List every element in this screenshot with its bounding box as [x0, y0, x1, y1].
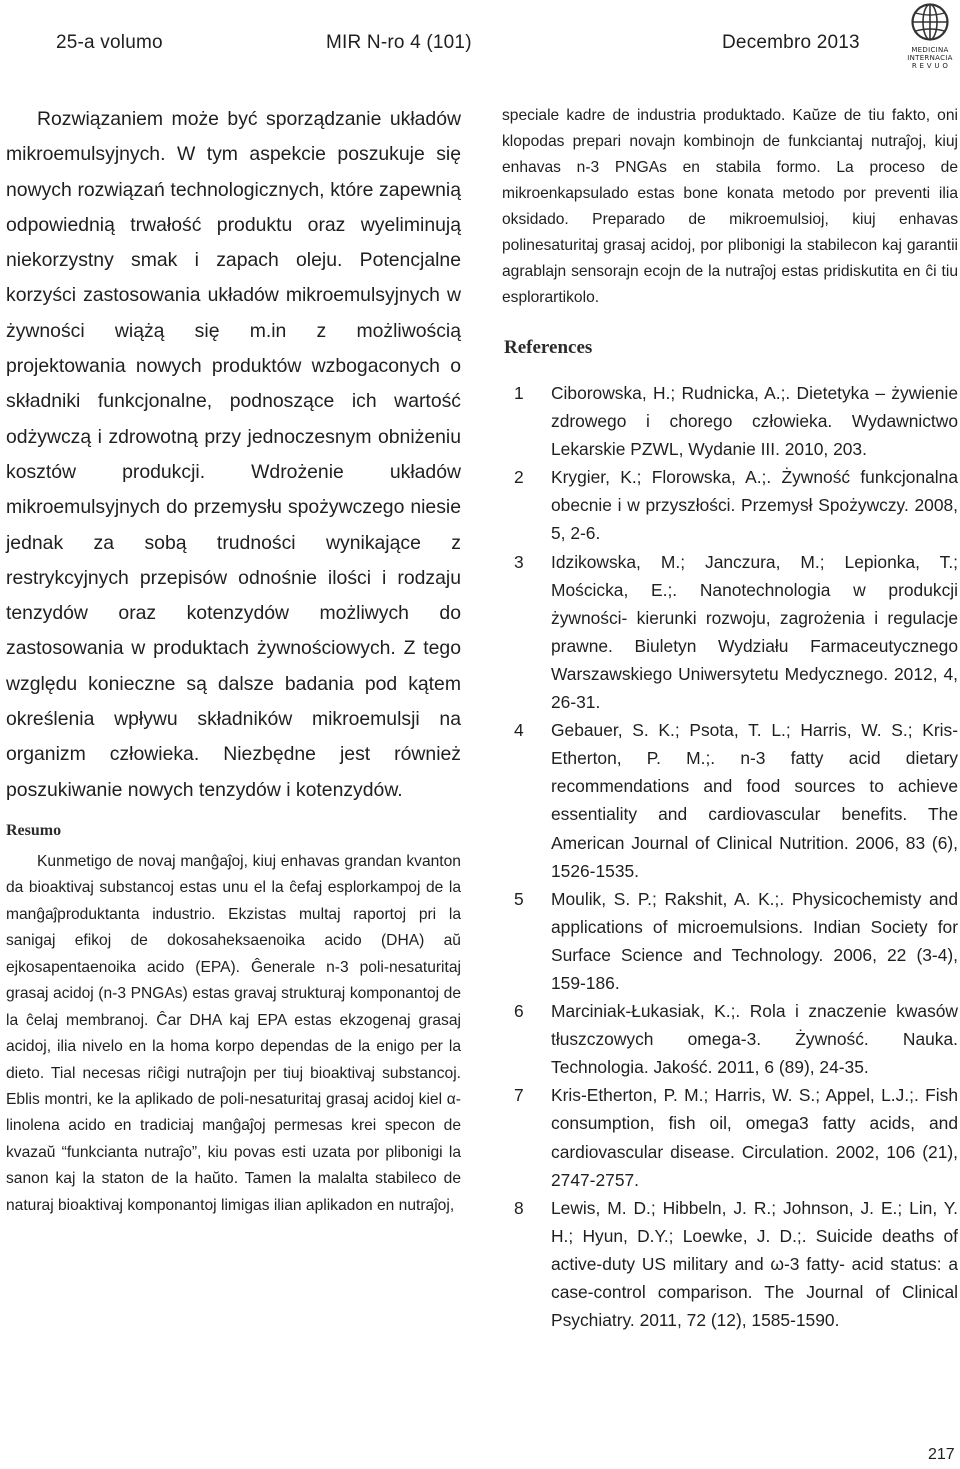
reference-item	[502, 1194, 958, 1334]
reference-number: 8	[514, 1197, 524, 1218]
reference-item	[502, 885, 958, 997]
resumo-heading: Resumo	[6, 821, 62, 839]
journal-logo	[902, 2, 958, 76]
reference-text: Lewis, M. D.; Hibbeln, J. R.; Johnson, J. E.; Lin, Y. H.; Hyun, D.Y.; Loewke, J. D.;. Suicide deaths of active-duty US military and ω-3 fatty- acid status: a case-control comparison. The Journal of Clinical Psychiatry. 2011, 72 (12), 1585-1590.	[551, 1197, 958, 1331]
reference-text: Marciniak-Łukasiak, K.;. Rola i znaczenie kwasów tłuszczowych omega-3. Żywność. Nauka. Technologia. Jakość. 2011, 6 (89), 24-35.	[551, 1001, 958, 1078]
reference-item	[502, 548, 958, 717]
reference-number: 3	[514, 551, 524, 572]
reference-text: Ciborowska, H.; Rudnicka, A.;. Dietetyka – żywienie zdrowego i chorego człowieka. Wydawnictwo Lekarskie PZWL, Wydanie III. 2010, 203.	[551, 383, 958, 460]
references-list	[502, 379, 958, 1334]
reference-item	[502, 997, 958, 1081]
reference-text: Gebauer, S. K.; Psota, T. L.; Harris, W. S.; Kris-Etherton, P. M.;. n-3 fatty acid dietary recommendations and food sources to achieve essentiality and cardiovascular benefits. The American Journal of Clinical Nutrition. 2006, 83 (6), 1526-1535.	[551, 720, 958, 881]
reference-number: 5	[514, 888, 524, 909]
reference-number: 7	[514, 1085, 524, 1106]
resumo-paragraph-text: Kunmetigo de novaj manĝaĵoj, kiuj enhavas grandan kvanton da bioaktivaj substancoj estas unu el la ĉefaj esplorkampoj de la manĝaĵproduktanta industrio. Ekzistas multaj raportoj pri la sanigaj efikoj de dokosaheksaenoika acido (DHA) aŭ ejkosapentaenoika acido (EPA). Ĝenerale n-3 poli-nesaturitaj grasaj acidoj (n-3 PNGAs) estas gravaj strukturaj komponantoj de la ĉelaj membranoj. Ĉar DHA kaj EPA estas ekzogenaj grasaj acidoj, ilia nivelo en la homa korpo dependas de la enigo per la dieto. Tial necesas riĉigi nutraĵojn per tiuj bioaktivaj substancoj. Eblis montri, ke la aplikado de poli-nesaturitaj grasaj acidoj kiel α-linolena acido en tradiciaj manĝaĵoj permesas krei specon de kvazaŭ “funkcianta nutraĵo”, kiu povas esti uzata por plibonigi la sanon kaj la staton de la haŭto. Tamen la malalta stabileco de naturaj bioaktivaj komponantoj limigas ilian aplikadon en nutraĵoj,	[6, 852, 461, 1214]
reference-item	[502, 1081, 958, 1193]
polish-paragraph-text: Rozwiązaniem może być sporządzanie układów mikroemulsyjnych. W tym aspekcie poszukuje się nowych rozwiązań technologicznych, które zapewnią odpowiednią trwałość produktu oraz wyeliminują niekorzystny smak i zapach oleju. Potencjalne korzyści zastosowania układów mikroemulsyjnych w żywności wiążą się m.in z możliwością projektowania nowych produktów wzbogaconych o składniki funkcjonalne, podnoszące ich wartość odżywczą i zdrowotną przy jednoczesnym obniżeniu kosztów produkcji. Wdrożenie układów mikroemulsyjnych do przemysłu spożywczego niesie jednak za sobą trudności wynikające z restrykcyjnych przepisów odnośnie ilości i rodzaju tenzydów oraz kotenzydów możliwych do zastosowania w produktach żywnościowych. Z tego względu konieczne są dalsze badania pod kątem określenia wpływu składników mikroemulsji na organizm człowieka. Niezbędne jest również poszukiwanie nowych tenzydów i kotenzydów.	[6, 108, 461, 801]
reference-number: 4	[514, 720, 524, 741]
references-heading: References	[504, 337, 593, 358]
left-column	[6, 102, 461, 1219]
logo-line-1: MEDICINA	[911, 46, 949, 54]
resumo-continued-paragraph: speciale kadre de industria produktado. Kaŭze de tiu fakto, oni klopodas prepari novajn kombinojn de funkciantaj nutraĵoj, kiuj enhavas n-3 PNGAs en stabila formo. La proceso de mikroenkapsulado estas bone konata metodo por preventi ilia oksidado. Preparado de mikroemulsioj, kiuj enhavas polinesaturitaj grasaj acidoj, por plibonigi la stabilecon kaj garantii agrablajn sensorajn ecojn de la nutraĵoj estas pridiskutita en ĉi tiu esplorartikolo.	[502, 107, 958, 306]
header-volume: 25-a volumo	[56, 32, 163, 53]
right-column	[502, 103, 958, 1334]
reference-text: Moulik, S. P.; Rakshit, A. K.;. Physicochemisty and applications of microemulsions. Indian Society for Surface Science and Technology. 2006, 22 (3-4), 159-186.	[551, 888, 958, 993]
reference-text: Idzikowska, M.; Janczura, M.; Lepionka, T.; Mościcka, E.;. Nanotechnologia w produkcji żywności- kierunki rozwoju, zagrożenia i regulacje prawne. Biuletyn Wydziału Farmaceutycznego Warszawskiego Uniwersytetu Medycznego. 2012, 4, 26-31.	[551, 551, 958, 713]
reference-text: Kris-Etherton, P. M.; Harris, W. S.; Appel, L.J.;. Fish consumption, fish oil, omega3 fatty acids, and cardiovascular disease. Circulation. 2002, 106 (21), 2747-2757.	[551, 1085, 958, 1190]
reference-item	[502, 379, 958, 463]
reference-number: 1	[514, 383, 524, 403]
page-number: 217	[928, 1446, 955, 1463]
polish-paragraph	[6, 102, 461, 808]
logo-line-2: INTERNACIA	[907, 54, 953, 62]
resumo-paragraph	[6, 849, 461, 1219]
reference-number: 6	[514, 1001, 524, 1022]
logo-line-3: R E V U O	[911, 62, 949, 70]
globe-icon	[910, 2, 950, 42]
reference-item	[502, 716, 958, 885]
reference-text: Krygier, K.; Florowska, A.;. Żywność funkcjonalna obecnie i w przyszłości. Przemysł Spożywczy. 2008, 5, 2-6.	[551, 467, 958, 544]
header-date: Decembro 2013	[722, 32, 860, 53]
running-header	[56, 28, 876, 58]
header-journal-issue: MIR N-ro 4 (101)	[326, 32, 472, 53]
reference-item	[502, 463, 958, 547]
reference-number: 2	[514, 467, 524, 488]
